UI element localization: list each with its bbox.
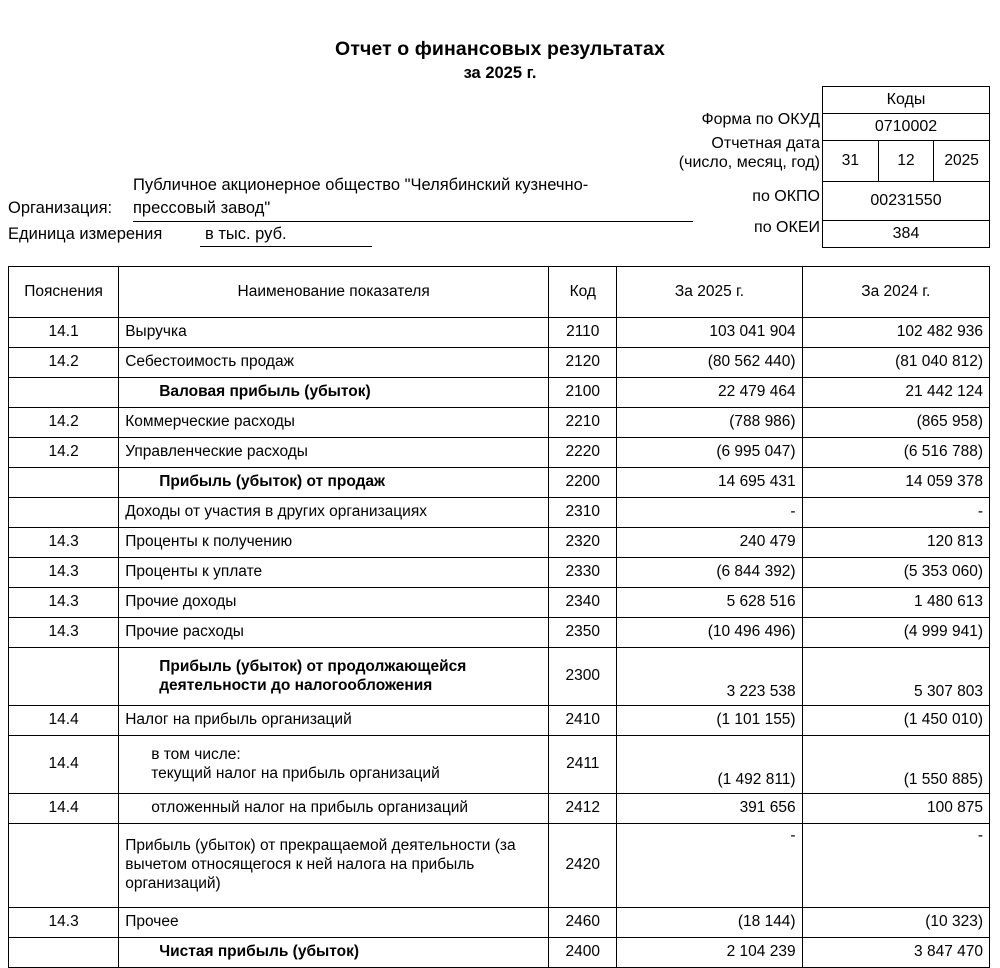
cell-current-period-value: 3 223 538 (617, 648, 802, 706)
cell-indicator-name: Прибыль (убыток) от продаж (119, 468, 549, 498)
indicator-name-line: организаций) (125, 874, 221, 892)
cell-indicator-name: Проценты к уплате (119, 558, 549, 588)
cell-current-period-value: 103 041 904 (617, 318, 802, 348)
cell-code: 2210 (549, 408, 617, 438)
okpo-value: 00231550 (823, 182, 990, 221)
cell-code: 2120 (549, 348, 617, 378)
table-row (9, 908, 990, 938)
table-row (9, 706, 990, 736)
cell-current-period-value: 22 479 464 (617, 378, 802, 408)
table-row (9, 588, 990, 618)
cell-current-period-value: 5 628 516 (617, 588, 802, 618)
cell-code: 2100 (549, 378, 617, 408)
header-code: Код (549, 267, 617, 318)
table-row (9, 408, 990, 438)
table-row (9, 736, 990, 794)
codes-header-row (823, 87, 990, 114)
cell-previous-period-value: 100 875 (802, 794, 989, 824)
cell-explanation: 14.1 (9, 318, 119, 348)
indicator-name-line: Прибыль (убыток) от продолжающейся (159, 657, 467, 675)
cell-previous-period-value: 120 813 (802, 528, 989, 558)
cell-explanation: 14.4 (9, 706, 119, 736)
cell-indicator-name: Проценты к получению (119, 528, 549, 558)
cell-current-period-value: (6 844 392) (617, 558, 802, 588)
label-okud: Форма по ОКУД (701, 111, 820, 128)
table-row (9, 558, 990, 588)
unit-label: Единица измерения (8, 225, 163, 243)
cell-indicator-name: Валовая прибыль (убыток) (119, 378, 549, 408)
table-row (9, 318, 990, 348)
cell-explanation (9, 468, 119, 498)
cell-previous-period-value: - (802, 498, 989, 528)
header-previous-period: За 2024 г. (802, 267, 989, 318)
unit-value: в тыс. руб. (205, 225, 287, 243)
cell-current-period-value: (10 496 496) (617, 618, 802, 648)
page-title: Отчет о финансовых результатах (335, 38, 665, 60)
cell-indicator-name: Чистая прибыль (убыток) (119, 938, 549, 968)
cell-code: 2400 (549, 938, 617, 968)
cell-code: 2330 (549, 558, 617, 588)
label-report-date-format: (число, месяц, год) (678, 154, 820, 171)
header-indicator: Наименование показателя (119, 267, 549, 318)
label-okpo: по ОКПО (752, 188, 820, 205)
main-table-wrapper (8, 266, 990, 968)
page-subtitle: за 2025 г. (463, 64, 537, 83)
header-explanations: Пояснения (9, 267, 119, 318)
cell-previous-period-value: 102 482 936 (802, 318, 989, 348)
cell-explanation: 14.3 (9, 558, 119, 588)
cell-previous-period-value: 1 480 613 (802, 588, 989, 618)
cell-code: 2340 (549, 588, 617, 618)
report-date-day: 31 (823, 141, 879, 182)
table-body (9, 318, 990, 968)
codes-okei-row (823, 221, 990, 248)
header-current-period: За 2025 г. (617, 267, 802, 318)
table-row (9, 794, 990, 824)
cell-explanation: 14.2 (9, 408, 119, 438)
cell-current-period-value: (788 986) (617, 408, 802, 438)
cell-explanation: 14.3 (9, 528, 119, 558)
cell-explanation (9, 498, 119, 528)
codes-okud-row (823, 114, 990, 141)
codes-table-wrapper (822, 86, 990, 248)
cell-current-period-value: 2 104 239 (617, 938, 802, 968)
cell-explanation: 14.3 (9, 588, 119, 618)
organization-underline (133, 221, 693, 222)
table-row (9, 938, 990, 968)
indicator-name-line: в том числе: (151, 745, 241, 763)
cell-indicator-name: Прочее (119, 908, 549, 938)
codes-table (822, 86, 990, 248)
label-report-date: Отчетная дата (711, 135, 820, 152)
indicator-name-line: Прибыль (убыток) от прекращаемой деятельности (за (125, 837, 516, 855)
cell-indicator-name: Доходы от участия в других организациях (119, 498, 549, 528)
table-row (9, 348, 990, 378)
cell-current-period-value: 14 695 431 (617, 468, 802, 498)
cell-indicator-name: Себестоимость продаж (119, 348, 549, 378)
cell-current-period-value: (6 995 047) (617, 438, 802, 468)
cell-code: 2460 (549, 908, 617, 938)
cell-code: 2350 (549, 618, 617, 648)
indicator-name-line: вычетом относящегося к ней налога на прибыль (125, 856, 475, 874)
organization-name-line1: Публичное акционерное общество "Челябинский кузнечно- (133, 176, 589, 194)
organization-name-line2: прессовый завод" (133, 199, 271, 217)
codes-date-row (823, 141, 990, 182)
report-date-month: 12 (878, 141, 934, 182)
table-row (9, 468, 990, 498)
financial-results-table (8, 266, 990, 968)
cell-indicator-name: Коммерческие расходы (119, 408, 549, 438)
cell-indicator-name (119, 648, 549, 706)
unit-underline (200, 246, 372, 247)
table-row (9, 498, 990, 528)
cell-indicator-name: Прочие расходы (119, 618, 549, 648)
cell-current-period-value: (80 562 440) (617, 348, 802, 378)
cell-explanation: 14.3 (9, 618, 119, 648)
cell-explanation: 14.4 (9, 736, 119, 794)
cell-previous-period-value: - (802, 824, 989, 908)
cell-explanation: 14.4 (9, 794, 119, 824)
cell-explanation (9, 648, 119, 706)
cell-previous-period-value: 21 442 124 (802, 378, 989, 408)
cell-previous-period-value: 5 307 803 (802, 648, 989, 706)
cell-previous-period-value: 3 847 470 (802, 938, 989, 968)
cell-current-period-value: 240 479 (617, 528, 802, 558)
cell-current-period-value: - (617, 824, 802, 908)
table-row (9, 824, 990, 908)
cell-indicator-name (119, 736, 549, 794)
okud-value: 0710002 (823, 114, 990, 141)
report-date-year: 2025 (934, 141, 990, 182)
codes-header-cell: Коды (823, 87, 990, 114)
indicator-name-line: текущий налог на прибыль организаций (151, 764, 440, 782)
cell-code: 2420 (549, 824, 617, 908)
cell-previous-period-value: (1 550 885) (802, 736, 989, 794)
cell-previous-period-value: 14 059 378 (802, 468, 989, 498)
label-okei: по ОКЕИ (754, 219, 820, 236)
table-row (9, 528, 990, 558)
organization-label: Организация: (8, 199, 113, 217)
cell-current-period-value: 391 656 (617, 794, 802, 824)
okei-value: 384 (823, 221, 990, 248)
cell-code: 2410 (549, 706, 617, 736)
cell-code: 2320 (549, 528, 617, 558)
cell-current-period-value: (18 144) (617, 908, 802, 938)
cell-previous-period-value: (10 323) (802, 908, 989, 938)
cell-previous-period-value: (81 040 812) (802, 348, 989, 378)
cell-indicator-name: Налог на прибыль организаций (119, 706, 549, 736)
cell-code: 2411 (549, 736, 617, 794)
table-row (9, 378, 990, 408)
cell-current-period-value: (1 492 811) (617, 736, 802, 794)
table-row (9, 438, 990, 468)
table-header-row (9, 267, 990, 318)
cell-code: 2412 (549, 794, 617, 824)
cell-previous-period-value: (865 958) (802, 408, 989, 438)
cell-indicator-name: Выручка (119, 318, 549, 348)
cell-previous-period-value: (1 450 010) (802, 706, 989, 736)
cell-code: 2110 (549, 318, 617, 348)
cell-explanation (9, 378, 119, 408)
indicator-name-line: деятельности до налогообложения (159, 676, 433, 694)
cell-indicator-name (119, 824, 549, 908)
cell-explanation (9, 824, 119, 908)
cell-indicator-name: отложенный налог на прибыль организаций (119, 794, 549, 824)
cell-previous-period-value: (6 516 788) (802, 438, 989, 468)
cell-code: 2220 (549, 438, 617, 468)
cell-explanation: 14.2 (9, 348, 119, 378)
cell-previous-period-value: (5 353 060) (802, 558, 989, 588)
title-block (0, 38, 1000, 83)
codes-okpo-row (823, 182, 990, 221)
cell-current-period-value: (1 101 155) (617, 706, 802, 736)
cell-current-period-value: - (617, 498, 802, 528)
cell-explanation: 14.3 (9, 908, 119, 938)
cell-explanation (9, 938, 119, 968)
table-row (9, 618, 990, 648)
cell-code: 2310 (549, 498, 617, 528)
cell-indicator-name: Прочие доходы (119, 588, 549, 618)
cell-code: 2300 (549, 648, 617, 706)
cell-explanation: 14.2 (9, 438, 119, 468)
cell-code: 2200 (549, 468, 617, 498)
cell-indicator-name: Управленческие расходы (119, 438, 549, 468)
cell-previous-period-value: (4 999 941) (802, 618, 989, 648)
table-row (9, 648, 990, 706)
